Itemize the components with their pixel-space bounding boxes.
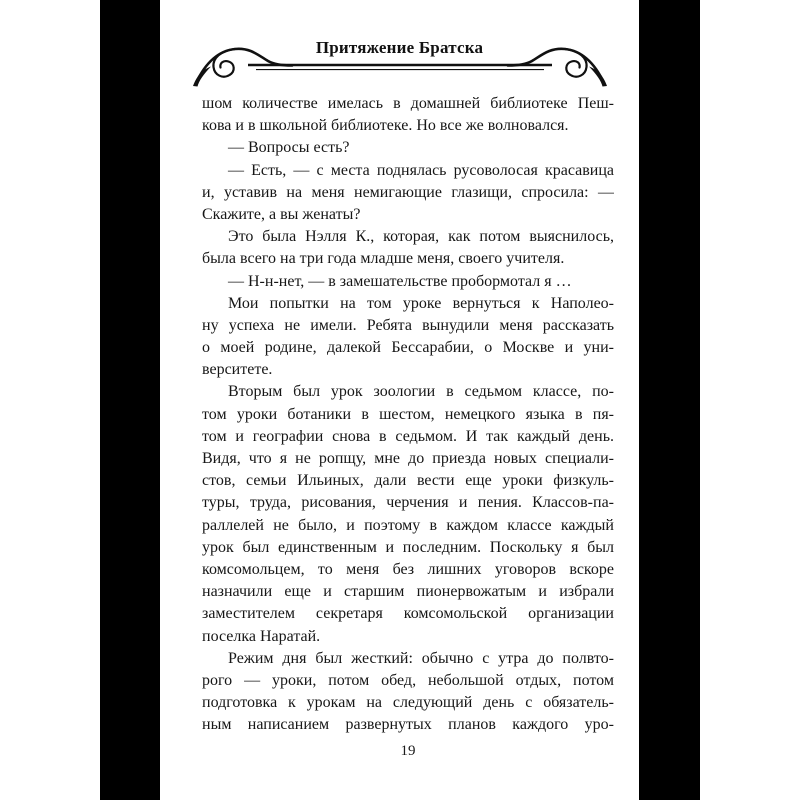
book-cover-edge-left: [100, 0, 160, 800]
text-line: туры, труда, рисования, черчения и пения. Классов-па-: [202, 494, 614, 512]
text-line: Это была Нэлля К., которая, как потом выяснилось,: [228, 228, 614, 246]
page-number: 19: [400, 743, 416, 759]
text-line: том уроки ботаники в шестом, немецкого языка в пя-: [202, 405, 614, 423]
text-line: том и географии снова в седьмом. И так каждый день.: [202, 427, 614, 445]
header-ornament: [190, 42, 610, 88]
text-line: — Вопросы есть?: [228, 139, 350, 157]
swirl-flourish-left-icon: [193, 49, 292, 87]
text-line: — Есть, — с места поднялась русоволосая красавица: [228, 161, 614, 179]
text-line: о моей родине, далекой Бессарабии, о Москве и уни-: [202, 339, 614, 357]
text-line: — Н-н-нет, — в замешательстве пробормотал я …: [228, 272, 572, 290]
text-line: рого — уроки, потом обед, небольшой отдых, потом: [202, 671, 614, 689]
text-line: урок был единственным и последним. Поскольку я был: [202, 538, 614, 556]
text-line: стов, семьи Ильиных, дали вести еще уроки физкуль-: [202, 472, 614, 490]
text-line: подготовка к урокам на следующий день с обязатель-: [202, 694, 614, 712]
swirl-flourish-right-icon: [508, 49, 607, 87]
text-line: Мои попытки на том уроке вернуться к Наполео-: [228, 294, 614, 312]
text-line: заместителем секретаря комсомольской организации: [202, 605, 614, 623]
text-line: ным написанием развернутых планов каждого уро-: [202, 716, 614, 734]
text-line: верситете.: [202, 361, 273, 379]
running-header-title: Притяжение Братска: [315, 38, 484, 57]
text-line: поселка Наратай.: [202, 627, 321, 645]
text-line: назначили еще и старшим пионервожатым и избрали: [202, 583, 614, 601]
body-text: [202, 93, 614, 736]
text-line: ну успеха не имели. Ребята вынудили меня рассказать: [202, 316, 614, 334]
book-page: [160, 0, 639, 800]
text-line: кова и в школьной библиотеке. Но все же волновался.: [202, 117, 569, 135]
text-line: комсомольцем, то меня без лишних уговоров вскоре: [202, 560, 614, 578]
text-line: Вторым был урок зоологии в седьмом классе, по-: [228, 383, 614, 401]
text-line: и, уставив на меня немигающие глазищи, спросила: —: [202, 183, 614, 201]
text-line: Видя, что я не ропщу, мне до приезда новых специали-: [202, 450, 614, 467]
book-cover-edge-right: [639, 0, 700, 800]
text-line: была всего на три года младше меня, своего учителя.: [202, 250, 565, 268]
text-line: Скажите, а вы женаты?: [202, 205, 361, 223]
text-line: Режим дня был жесткий: обычно с утра до полвто-: [228, 649, 614, 667]
text-line: раллелей не было, и поэтому в каждом классе каждый: [202, 516, 614, 534]
text-line: шом количестве имелась в домашней библиотеке Пеш-: [202, 95, 614, 112]
